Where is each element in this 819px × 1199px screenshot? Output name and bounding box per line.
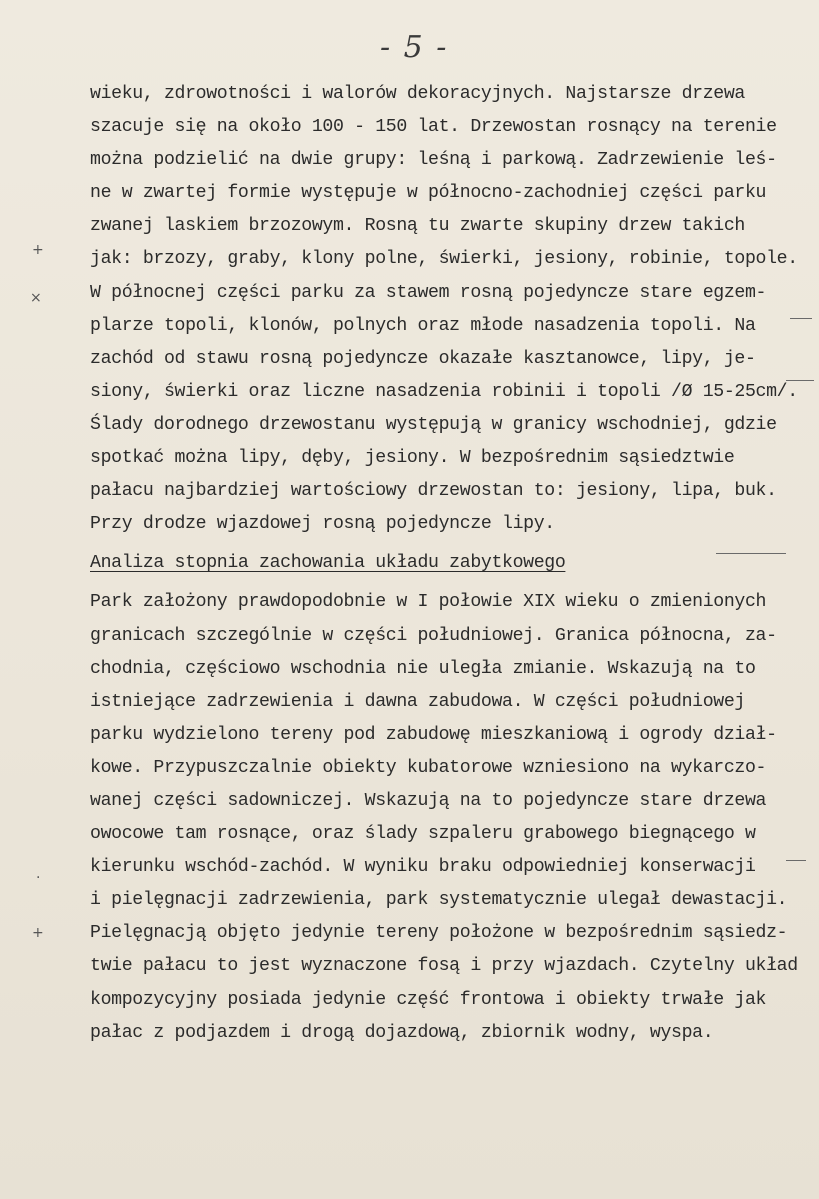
text-line: kompozycyjny posiada jedynie część frontowa i obiekty trwałe jak [90, 989, 767, 1010]
text-line: wieku, zdrowotności i walorów dekoracyjnych. Najstarsze drzewa [90, 84, 745, 104]
text-line: plarze topoli, klonów, polnych oraz młode nasadzenia topoli. Na [90, 315, 756, 336]
text-line: kierunku wschód-zachód. W wyniku braku odpowiedniej konserwacji [90, 857, 756, 878]
text-line: można podzielić na dwie grupy: leśną i parkową. Zadrzewienie leś- [90, 150, 777, 171]
text-line: jak: brzozy, graby, klony polne, świerki, jesiony, robinie, topole. [90, 249, 798, 270]
section-heading: Analiza stopnia zachowania układu zabytkowego [90, 553, 566, 574]
text-line: szacuje się na około 100 - 150 lat. Drzewostan rosnący na terenie [90, 117, 777, 138]
document-body [90, 78, 810, 1050]
text-line: granicach szczególnie w części południowej. Granica północna, za- [90, 625, 777, 646]
paragraph-layout-analysis [90, 586, 810, 1049]
text-line: chodnia, częściowo wschodnia nie uległa zmianie. Wskazują na to [90, 658, 756, 679]
text-line: spotkać można lipy, dęby, jesiony. W bezpośrednim sąsiedztwie [90, 448, 735, 469]
text-line: pałac z podjazdem i drogą dojazdową, zbiornik wodny, wyspa. [90, 1022, 714, 1043]
text-line: Park założony prawdopodobnie w I połowie XIX wieku o zmienionych [90, 592, 767, 613]
margin-tick: · [36, 870, 41, 886]
text-line: owocowe tam rosnące, oraz ślady szpaleru grabowego biegnącego w [90, 824, 756, 845]
text-line: wanej części sadowniczej. Wskazują na to pojedyncze stare drzewa [90, 790, 767, 811]
margin-tick: × [30, 290, 42, 306]
margin-mark [790, 318, 812, 319]
margin-tick: + [32, 925, 44, 941]
text-line: zwanej laskiem brzozowym. Rosną tu zwarte skupiny drzew takich [90, 216, 745, 237]
text-line: ne w zwartej formie występuje w północno-zachodniej części parku [90, 183, 767, 204]
margin-mark [716, 553, 786, 554]
text-line: istniejące zadrzewienia i dawna zabudowa. W części południowej [90, 691, 745, 712]
paragraph-tree-stand [90, 78, 810, 541]
text-line: kowe. Przypuszczalnie obiekty kubatorowe wzniesiono na wykarczo- [90, 757, 767, 778]
text-line: parku wydzielono tereny pod zabudowę mieszkaniową i ogrody dział- [90, 724, 777, 745]
margin-mark [786, 380, 814, 381]
margin-mark [786, 860, 806, 861]
page-number: - 5 - [380, 30, 449, 65]
text-line: siony, świerki oraz liczne nasadzenia robinii i topoli /Ø 15-25cm/. [90, 381, 798, 402]
text-line: Ślady dorodnego drzewostanu występują w granicy wschodniej, gdzie [90, 414, 777, 435]
text-line: W północnej części parku za stawem rosną pojedyncze stare egzem- [90, 282, 767, 303]
text-line: pałacu najbardziej wartościowy drzewostan to: jesiony, lipa, buk. [90, 481, 777, 502]
margin-tick: + [32, 242, 44, 258]
text-line: Przy drodze wjazdowej rosną pojedyncze lipy. [90, 514, 555, 535]
text-line: i pielęgnacji zadrzewienia, park systematycznie ulegał dewastacji. [90, 890, 788, 911]
text-line: Pielęgnacją objęto jedynie tereny położone w bezpośrednim sąsiedz- [90, 923, 788, 944]
text-line: zachód od stawu rosną pojedyncze okazałe kasztanowce, lipy, je- [90, 348, 756, 369]
text-line: twie pałacu to jest wyznaczone fosą i przy wjazdach. Czytelny układ [90, 956, 798, 977]
